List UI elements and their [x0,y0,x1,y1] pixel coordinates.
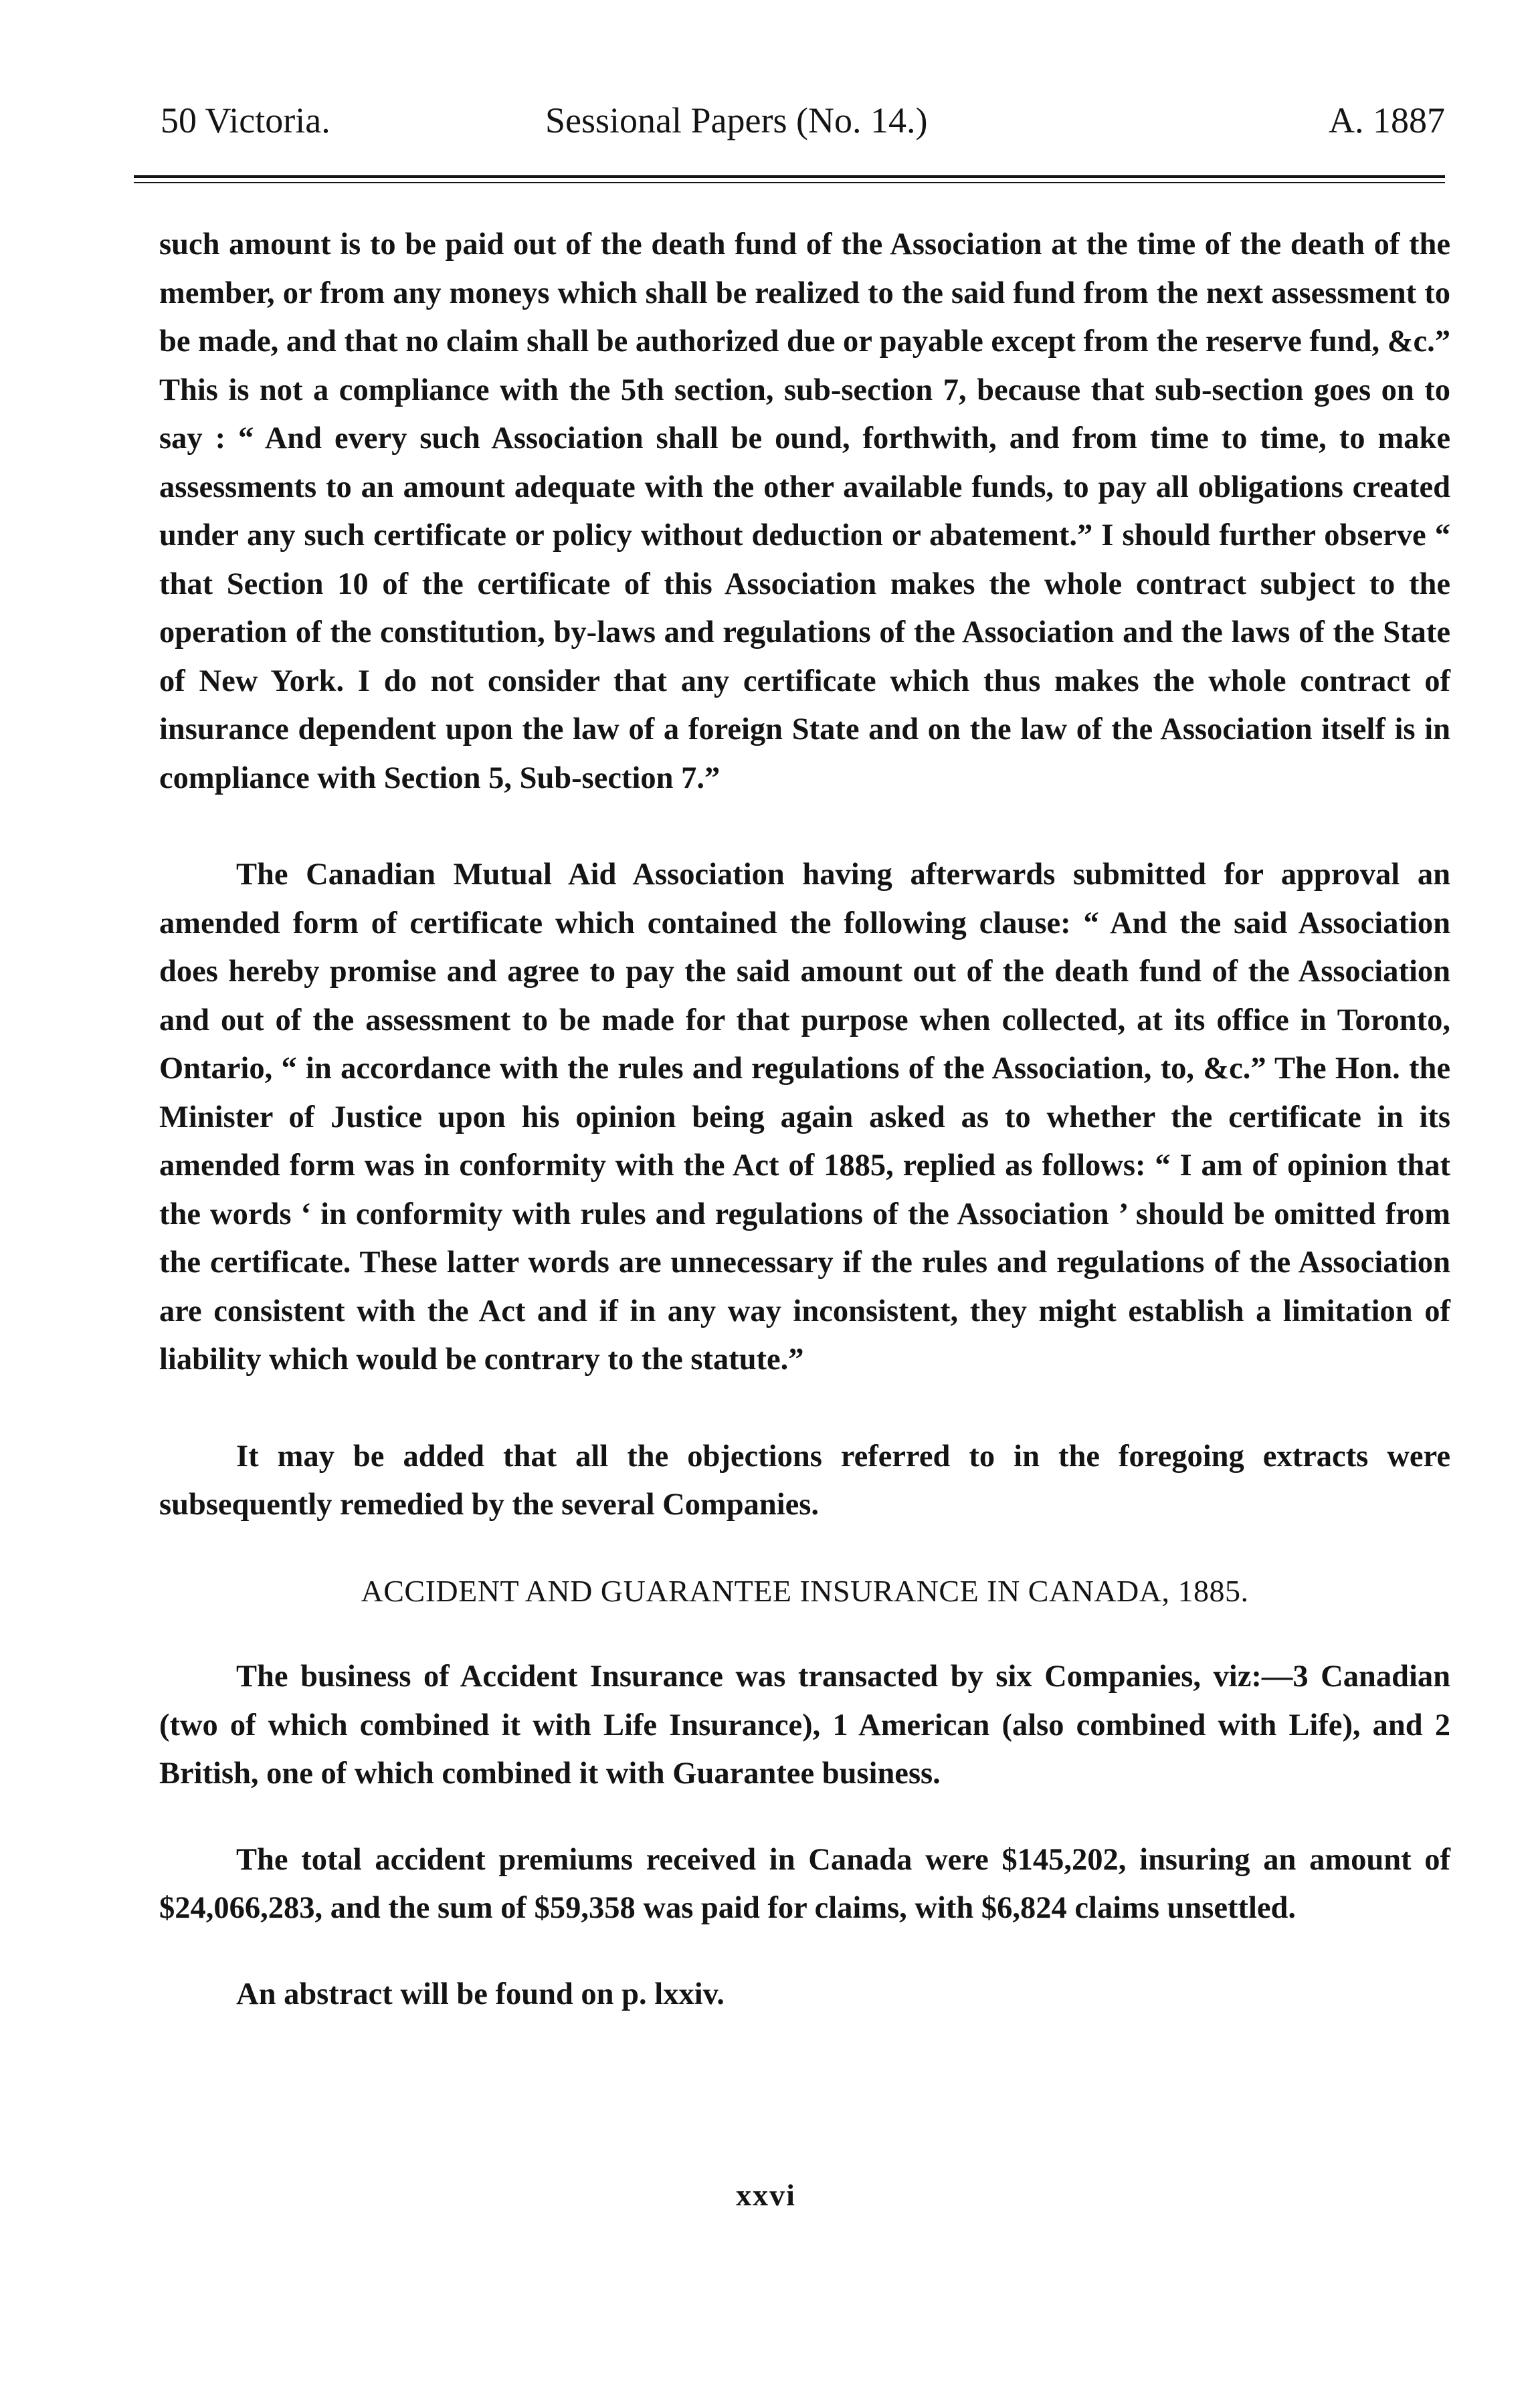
running-header [161,94,1445,147]
paragraph-3: It may be added that all the objections referred to in the foregoing extracts were subsequently remedied by the several Companies. [159,1439,1450,1522]
section-paragraph-1: The business of Accident Insurance was transacted by six Companies, viz:—3 Canadian (two of which combined it with Life Insurance), 1 American (also combined with Life), and 2 British, one of which combined it with Guarantee business. [159,1660,1450,1791]
header-title: Sessional Papers (No. 14.) [545,100,928,140]
paragraph-1: such amount is to be paid out of the death fund of the Association at the time of the death of the member, or from any moneys which shall be realized to the said fund from the next assessment to be made, and that no claim shall be authorized due or payable except from the reserve fund, &c.” This is not a compliance with the 5th section, sub-section 7, because that sub-section goes on to say : “ And every such Association shall be ound, forthwith, and from time to time, to make assessments to an amount adequate with the other available funds, to pay all obligations created under any such certificate or policy without deduction or abatement.” I should further observe “ that Section 10 of the certificate of this Association makes the whole contract subject to the operation of the constitution, by-laws and regulations of the Association and the laws of the State of New York. I do not consider that any certificate which thus makes the whole contract of insurance dependent upon the law of a foreign State and on the law of the Association itself is in compliance with Section 5, Sub-section 7.” [159,227,1450,795]
paragraph-2: The Canadian Mutual Aid Association having afterwards submitted for approval an amended form of certificate which contained the following clause: “ And the said Association does hereby promise and agree to pay the said amount out of the death fund of the Association and out of the assessment to be made for that purpose when collected, at its office in Toronto, Ontario, “ in accordance with the rules and regulations of the Association, to, &c.” The Hon. the Minister of Justice upon his opinion being again asked as to whether the certificate in its amended form was in conformity with the Act of 1885, replied as follows: “ I am of opinion that the words ‘ in conformity with rules and regulations of the Association ’ should be omitted from the certificate. These latter words are unnecessary if the rules and regulations of the Association are consistent with the Act and if in any way inconsistent, they might establish a limitation of liability which would be contrary to the statute.” [159,858,1450,1377]
header-rule-thick [134,175,1445,178]
spacer [159,1799,1450,1836]
header-volume: 50 Victoria. [161,100,330,140]
spacer [159,1385,1450,1433]
header-year: A. 1887 [1329,100,1445,140]
section-heading: ACCIDENT AND GUARANTEE INSURANCE IN CANADA, 1885. [361,1573,1249,1608]
spacer [159,1530,1450,1567]
section-paragraph-3: An abstract will be found on p. lxxiv. [236,1977,725,2011]
body-text [159,221,1450,2019]
header-rule-thin [134,182,1445,183]
section-paragraph-2: The total accident premiums received in Canada were $145,202, insuring an amount of $24,066,283, and the sum of $59,358 was paid for claims, with $6,824 claims unsettled. [159,1842,1450,1925]
spacer [159,1615,1450,1653]
spacer [159,1933,1450,1971]
page-folio: xxvi [736,2178,796,2212]
spacer [159,803,1450,851]
